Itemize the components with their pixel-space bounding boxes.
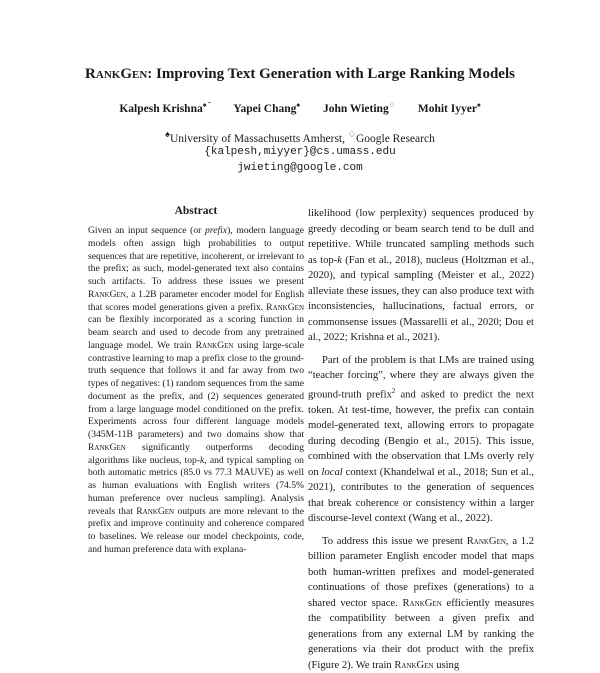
author: Mohit Iyyer♠: [417, 101, 481, 115]
author-mark: ♢: [388, 101, 395, 109]
footnote-mark: 2: [391, 386, 396, 395]
affiliations: [0, 129, 600, 145]
author-mark: ♠: [476, 101, 481, 109]
intro-column: [308, 206, 534, 673]
affiliation-umass: University of Massachusetts Amherst,: [169, 132, 345, 145]
author-mark: ♠: [296, 101, 301, 109]
intro-paragraph: Part of the problem is that LMs are trained using “teacher forcing”, where they are always given the ground-truth prefix$^2$ and asked to predict the next token. At test-time, however, the prefix can contain model-generated text, allowing errors to propagate during decoding (Bengio et al., 2015). This issue, combined with the observation that LMs overly rely on local context (Khandelwal et al., 2018; Sun et al., 2021), contributes to the generation of sequences that break coherence or consistency within a larger discourse-level context (Wang et al., 2022).: [308, 354, 534, 525]
email-umass: {kalpesh,miyyer}@cs.umass.edu: [204, 146, 396, 158]
intro-paragraph: likelihood (low perplexity) sequences produced by greedy decoding or beam search tend to be dull and repetitive. While truncated sampling methods such as top-k (Fan et al., 2018), nucleus (Holtzman et al., 2020), and typical sampling (Meister et al., 2022) alleviate these issues, they can also produce text with inconsistencies, hallucinations, factual errors, or commonsense issues (Massarelli et al., 2020; Dou et al., 2022; Krishna et al., 2021).: [308, 208, 534, 343]
affiliation-mark: ♠: [165, 129, 170, 139]
paper-title: [0, 66, 600, 83]
author-list: [0, 100, 600, 115]
title-text: : Improving Text Generation with Large Ranking Models: [147, 66, 515, 82]
email-google: jwieting@google.com: [237, 162, 363, 174]
title-system-name: RankGen: [85, 66, 148, 82]
intro-paragraph: To address this issue we present RankGen, a 1.2 billion parameter English encoder model that maps both human-written prefixes and model-generated continuations of those prefixes (generations) to a shared vector space. RankGen efficiently measures the compatibility between a given prefix and generations from any external LM by ranking the generations via their dot product with the prefix (Figure 2). We train RankGen using: [308, 535, 534, 671]
affiliation-mark: ♢: [347, 129, 356, 139]
author: Kalpesh Krishna♠ ˜: [119, 101, 211, 115]
abstract-body: Given an input sequence (or prefix), modern language models often assign high probabilities to output sequences that are repetitive, incoherent, or irrelevant to the prefix; as such, model-generated text also contains such artifacts. To address these issues we present RankGen, a 1.2B parameter encoder model for English that scores model generations given a prefix. RankGen can be flexibly incorporated as a scoring function in beam search and used to decode from any pretrained language model. We train RankGen using large-scale contrastive learning to map a prefix close to the ground-truth sequence that follows it and far away from two types of negatives: (1) random sequences from the same document as the prefix, and (2) sequences generated from a large language model conditioned on the prefix. Experiments across four different language models (345M-11B parameters) and two domains show that RankGen significantly outperforms decoding algorithms like nucleus, top-k, and typical sampling on both automatic metrics (85.0 vs 77.3 MAUVE) as well as human evaluations with English writers (74.5% human preference over nucleus sampling). Analysis reveals that RankGen outputs are more relevant to the prefix and improve continuity and coherence compared to baselines. We release our model checkpoints, code, and human preference data with explana-: [88, 225, 304, 555]
affiliation-google: Google Research: [355, 132, 435, 145]
author: Yapei Chang♠: [233, 101, 301, 115]
author: John Wieting♢: [322, 101, 395, 115]
abstract-heading: Abstract: [174, 205, 218, 217]
author-mark: ♠ ˜: [202, 101, 211, 109]
